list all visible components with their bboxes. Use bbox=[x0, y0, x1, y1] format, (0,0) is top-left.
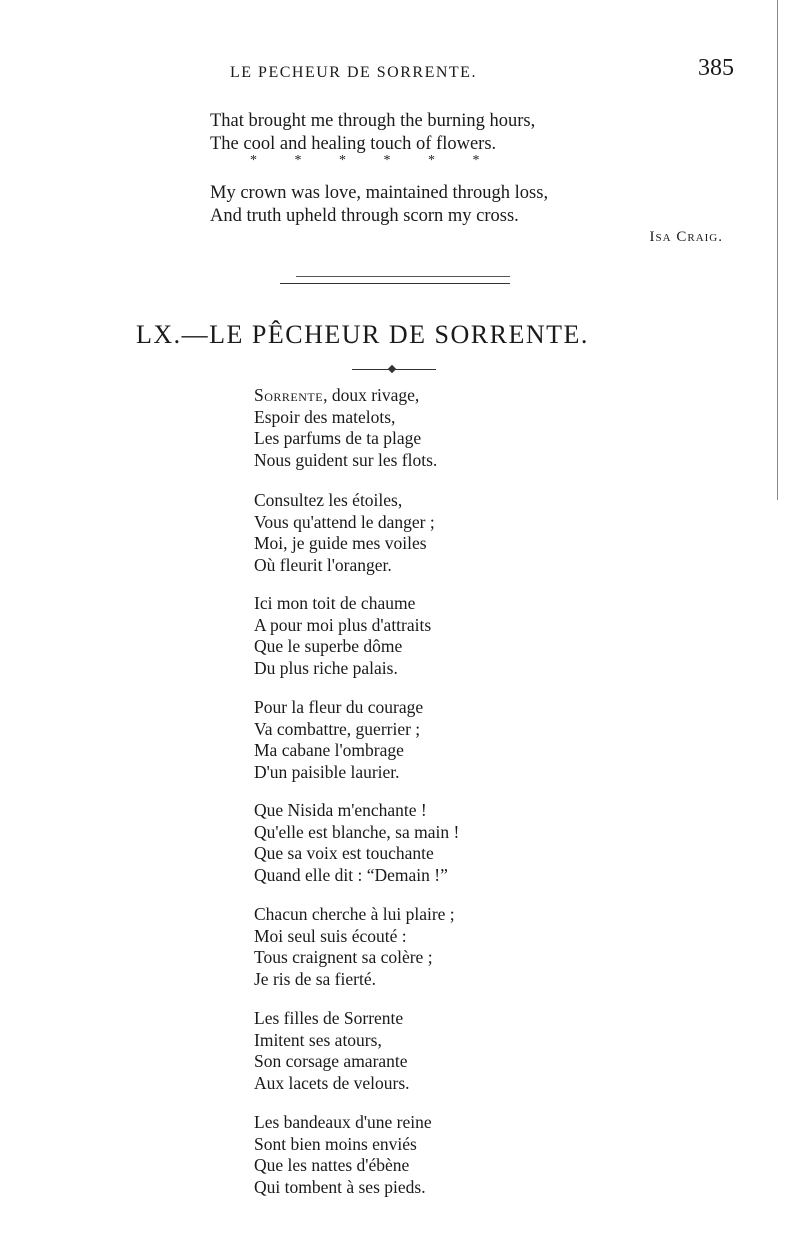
stanza-8 bbox=[254, 1112, 432, 1198]
verse-line: Que les nattes d'ébène bbox=[254, 1155, 410, 1176]
verse-line: Que le superbe dôme bbox=[254, 636, 403, 657]
verse-line: Du plus riche palais. bbox=[254, 657, 398, 678]
verse-line: Chacun cherche à lui plaire ; bbox=[254, 904, 455, 924]
verse-line: Qu'elle est blanche, sa main ! bbox=[254, 821, 460, 842]
verse-line: Tous craignent sa colère ; bbox=[254, 947, 433, 968]
verse-line: Moi, je guide mes voiles bbox=[254, 533, 427, 554]
verse-line: A pour moi plus d'attraits bbox=[254, 614, 432, 635]
stanza-3 bbox=[254, 593, 431, 679]
verse-line: Où fleurit l'oranger. bbox=[254, 554, 392, 575]
verse-line: Que sa voix est touchante bbox=[254, 843, 434, 864]
stanza-5 bbox=[254, 800, 459, 886]
verse-line: Les parfums de ta plage bbox=[254, 428, 422, 449]
stanza-6 bbox=[254, 904, 455, 990]
verse-line: Consultez les étoiles, bbox=[254, 490, 403, 510]
verse-line: Nous guident sur les flots. bbox=[254, 449, 438, 470]
verse-line: Ici mon toit de chaume bbox=[254, 593, 416, 613]
verse-line: That brought me through the burning hours, bbox=[210, 111, 536, 131]
verse-line: Quand elle dit : “Demain !” bbox=[254, 864, 448, 885]
verse-line: Aux lacets de velours. bbox=[254, 1072, 410, 1093]
first-word: Sorrente bbox=[254, 385, 324, 405]
stanza-1 bbox=[254, 385, 437, 471]
verse-line: Vous qu'attend le danger ; bbox=[254, 511, 435, 532]
verse-line: Ma cabane l'ombrage bbox=[254, 740, 404, 761]
verse-line: My crown was love, maintained through loss, bbox=[210, 183, 549, 203]
stanza-7 bbox=[254, 1008, 410, 1094]
page-edge-line bbox=[777, 0, 778, 500]
ornament-diamond bbox=[388, 365, 396, 373]
verse-line: Pour la fleur du courage bbox=[254, 697, 424, 717]
divider-rule bbox=[296, 276, 510, 277]
verse-line: Va combattre, guerrier ; bbox=[254, 718, 421, 739]
verse-line: Les bandeaux d'une reine bbox=[254, 1112, 432, 1132]
verse-line: Imitent ses atours, bbox=[254, 1029, 382, 1050]
verse-line: Son corsage amarante bbox=[254, 1051, 408, 1072]
verse-line-rest: , doux rivage, bbox=[323, 385, 420, 405]
preceding-poem-verse-1 bbox=[210, 110, 535, 156]
verse-line: The cool and healing touch of flowers. bbox=[210, 134, 497, 154]
verse-line: And truth upheld through scorn my cross. bbox=[210, 206, 519, 226]
title-ornament bbox=[352, 365, 436, 375]
page-number: 385 bbox=[698, 55, 734, 81]
running-head: LE PECHEUR DE SORRENTE. bbox=[230, 64, 477, 81]
stanza-4 bbox=[254, 697, 423, 783]
verse-line: Que Nisida m'enchante ! bbox=[254, 800, 427, 820]
verse-line: Les filles de Sorrente bbox=[254, 1008, 404, 1028]
verse-line: Qui tombent à ses pieds. bbox=[254, 1176, 426, 1197]
verse-line: Moi seul suis écouté : bbox=[254, 925, 407, 946]
section-asterisks: * * * * * * bbox=[250, 153, 480, 168]
verse-line: Sont bien moins enviés bbox=[254, 1133, 417, 1154]
verse-line: Espoir des matelots, bbox=[254, 406, 396, 427]
verse-line: Je ris de sa fierté. bbox=[254, 968, 376, 989]
author-signature: Isa Craig. bbox=[649, 229, 723, 245]
verse-line bbox=[254, 385, 437, 407]
divider-rule bbox=[280, 283, 510, 284]
poem-title: LX.—LE PÊCHEUR DE SORRENTE. bbox=[136, 320, 589, 349]
stanza-2 bbox=[254, 490, 435, 576]
verse-line: D'un paisible laurier. bbox=[254, 761, 400, 782]
preceding-poem-verse-2 bbox=[210, 182, 548, 228]
